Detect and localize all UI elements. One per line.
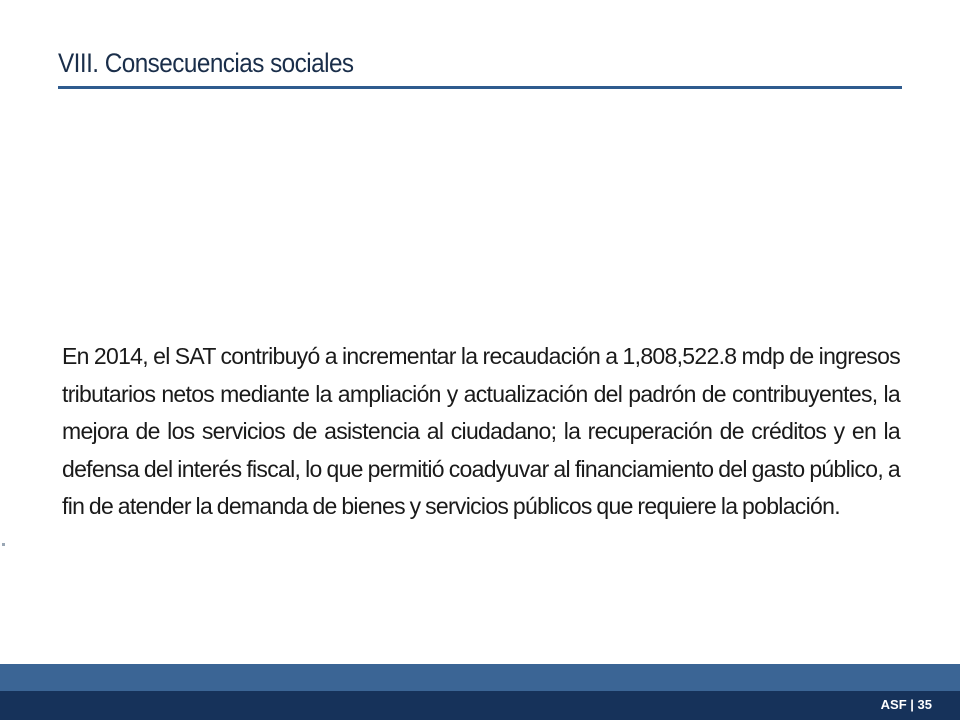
edge-marker — [2, 543, 5, 546]
title-underline — [58, 86, 902, 89]
slide-title: VIII. Consecuencias sociales — [58, 48, 354, 78]
footer-band-light — [0, 664, 960, 691]
body-paragraph: En 2014, el SAT contribuyó a incrementar la recaudación a 1,808,522.8 mdp de ingresos tributarios netos mediante la ampliación y actualización del padrón de contribuyentes, la mejora de los servicios de asistencia al ciudadano; la recuperación de créditos y en la defensa del interés fiscal, lo que permitió coadyuvar al financiamiento del gasto público, a fin de atender la demanda de bienes y servicios públicos que requiere la población. — [62, 343, 900, 519]
footer-band-dark — [0, 691, 960, 720]
footer-page-label: ASF | 35 — [880, 697, 932, 712]
